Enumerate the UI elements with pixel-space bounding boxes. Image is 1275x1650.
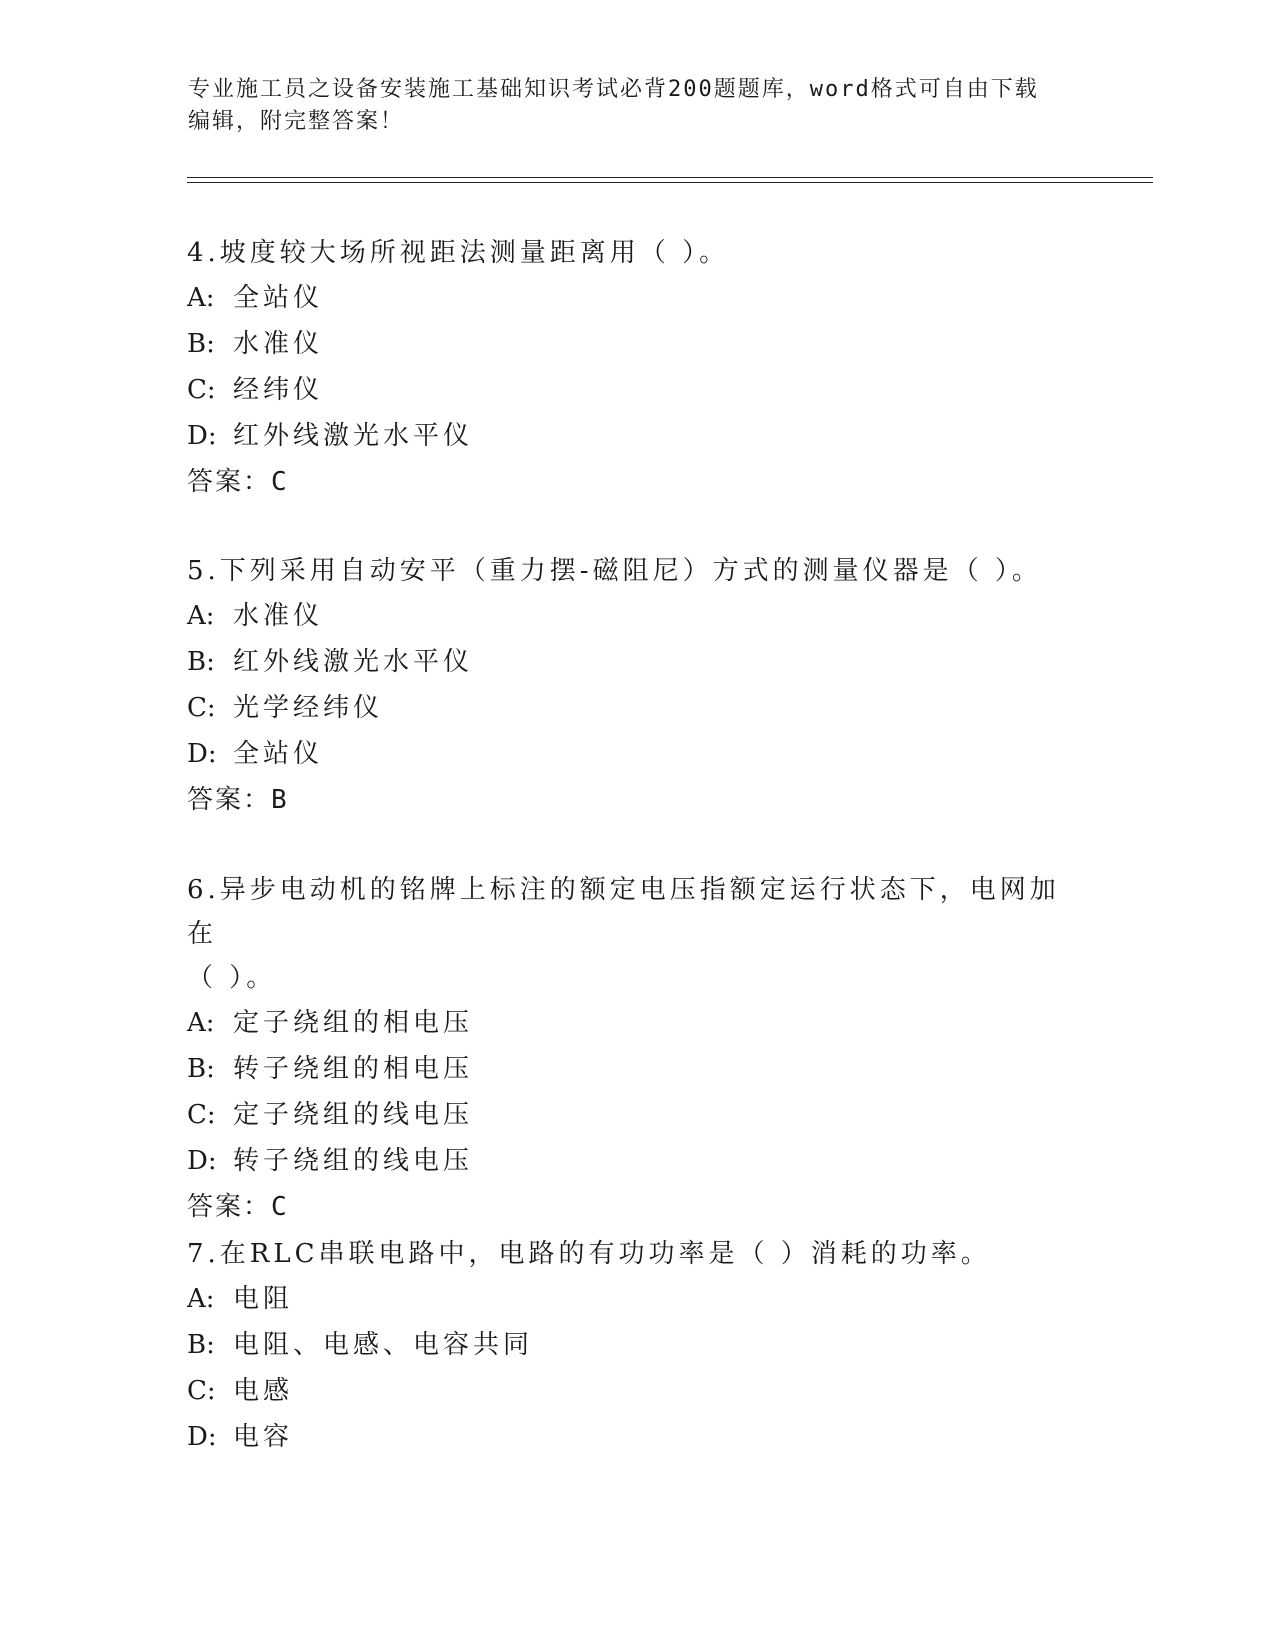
option-text: 电感	[233, 1376, 294, 1406]
question-5	[187, 549, 1087, 823]
option-text: 定子绕组的相电压	[233, 1008, 474, 1038]
option-d	[187, 1138, 1087, 1184]
option-letter: B:	[187, 1054, 215, 1084]
answer-value: B	[271, 785, 289, 815]
option-a	[187, 1276, 1087, 1322]
answer-line	[187, 1184, 1087, 1230]
option-letter: C:	[187, 375, 216, 405]
option-letter: A:	[187, 601, 215, 631]
option-text: 水准仪	[233, 329, 324, 359]
option-letter: C:	[187, 1100, 216, 1130]
option-letter: C:	[187, 1376, 216, 1406]
document-header	[188, 74, 1068, 138]
option-c	[187, 367, 1087, 413]
option-text: 转子绕组的线电压	[233, 1146, 474, 1176]
answer-label: 答案：	[187, 467, 272, 497]
answer-line	[187, 459, 1087, 505]
option-text: 水准仪	[233, 601, 324, 631]
option-text: 光学经纬仪	[233, 693, 384, 723]
question-stem: 5.下列采用自动安平（重力摆-磁阻尼）方式的测量仪器是（ ）。	[187, 556, 1042, 586]
answer-label: 答案：	[187, 785, 272, 815]
option-letter: A:	[187, 1008, 215, 1038]
option-letter: D:	[187, 1146, 217, 1176]
option-text: 电容	[233, 1422, 294, 1452]
option-b	[187, 1322, 1087, 1368]
option-letter: A:	[187, 1284, 215, 1314]
option-text: 全站仪	[233, 739, 324, 769]
option-d	[187, 731, 1087, 777]
option-text: 电阻	[233, 1284, 294, 1314]
answer-value: C	[271, 1192, 289, 1222]
question-stem	[187, 868, 1087, 1000]
option-b	[187, 1046, 1087, 1092]
option-letter: D:	[187, 421, 217, 451]
option-a	[187, 275, 1087, 321]
option-text: 定子绕组的线电压	[233, 1100, 474, 1130]
option-a	[187, 1000, 1087, 1046]
option-a	[187, 593, 1087, 639]
header-divider-bottom	[187, 182, 1153, 183]
option-text: 转子绕组的相电压	[233, 1054, 474, 1084]
answer-line	[187, 777, 1087, 823]
option-letter: B:	[187, 1330, 215, 1360]
option-letter: B:	[187, 329, 215, 359]
option-text: 红外线激光水平仪	[233, 421, 474, 451]
option-letter: D:	[187, 739, 217, 769]
answer-value: C	[271, 467, 289, 497]
option-text: 电阻、电感、电容共同	[233, 1330, 534, 1360]
header-divider-top	[187, 177, 1153, 178]
option-letter: C:	[187, 693, 216, 723]
option-text: 全站仪	[233, 283, 324, 313]
option-text: 经纬仪	[233, 375, 324, 405]
question-7	[187, 1232, 1087, 1460]
option-c	[187, 685, 1087, 731]
question-stem: 7.在RLC串联电路中，电路的有功功率是（ ）消耗的功率。	[187, 1239, 991, 1269]
question-4	[187, 231, 1087, 505]
question-stem-line-1: 6.异步电动机的铭牌上标注的额定电压指额定运行状态下，电网加在	[187, 875, 1060, 949]
answer-label: 答案：	[187, 1192, 272, 1222]
option-letter: B:	[187, 647, 215, 677]
option-d	[187, 413, 1087, 459]
question-stem-line-2: （ ）。	[187, 963, 277, 993]
option-letter: A:	[187, 283, 215, 313]
header-line-2: 编辑，附完整答案！	[188, 109, 405, 134]
option-text: 红外线激光水平仪	[233, 647, 474, 677]
option-d	[187, 1414, 1087, 1460]
question-6	[187, 868, 1087, 1230]
option-b	[187, 639, 1087, 685]
question-stem: 4.坡度较大场所视距法测量距离用（ ）。	[187, 238, 730, 268]
option-letter: D:	[187, 1422, 217, 1452]
option-b	[187, 321, 1087, 367]
option-c	[187, 1092, 1087, 1138]
header-line-1: 专业施工员之设备安装施工基础知识考试必背200题题库，word格式可自由下载	[188, 77, 1039, 102]
option-c	[187, 1368, 1087, 1414]
